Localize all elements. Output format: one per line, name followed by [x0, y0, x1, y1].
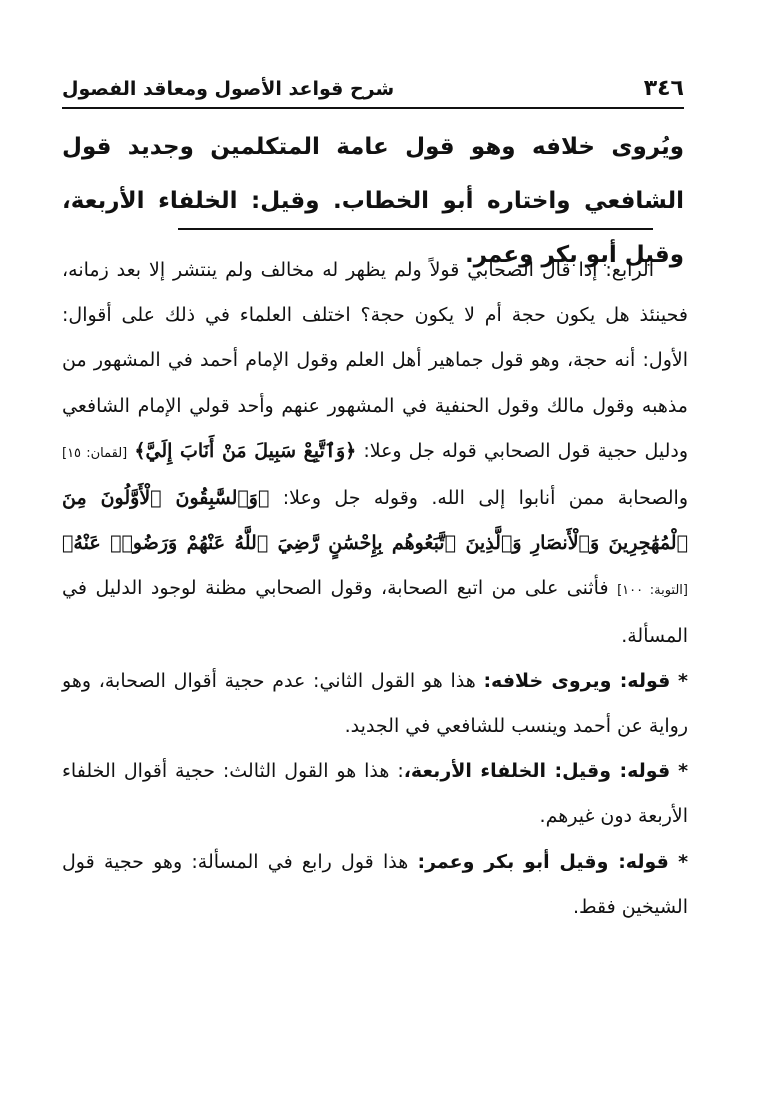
commentary: [62, 248, 688, 930]
page-header: [62, 74, 684, 104]
note-quote: قوله: ويروى خلافه:: [483, 669, 671, 692]
quran-verse: ﴿وَٱتَّبِعْ سَبِيلَ مَنْ أَنَابَ إِلَيَّ﴾: [134, 439, 357, 462]
star-icon: *: [678, 669, 688, 692]
commentary-text: والصحابة ممن أنابوا إلى الله. وقوله جل وعلا:: [282, 487, 689, 510]
page-number: ٣٤٦: [643, 76, 684, 101]
note-paragraph: [62, 659, 688, 749]
section-divider: [178, 228, 653, 230]
note-text: هذا قول رابع في المسألة: وهو حجية قول الشيخين فقط.: [62, 850, 688, 918]
quran-verse: ﴿وَٱلسَّٰبِقُونَ ٱلْأَوَّلُونَ مِنَ ٱلْمُهَٰجِرِينَ وَٱلْأَنصَارِ وَٱلَّذِينَ ٱتَّبَعُوهُم بِإِحْسَٰنٍ رَّضِيَ ٱللَّهُ عَنْهُمْ وَرَضُوا۟ عَنْهُ﴾: [62, 487, 688, 555]
commentary-text: الرابع: إذا قال الصحابي قولاً ولم يظهر له مخالف ولم ينتشر إلا بعد زمانه، فحينئذ هل يكون حجة أم لا يكون حجة؟ اختلف العلماء في ذلك على أقوال: الأول: أنه حجة، وهو قول جماهير أهل العلم وقول الإمام أحمد في المشهور من مذهبه وقول مالك وقول الحنفية في المشهور عنهم وأحد قولي الإمام الشافعي ودليل حجية قول الصحابي قوله جل وعلا:: [62, 259, 689, 462]
star-icon: *: [678, 760, 688, 783]
header-divider: [62, 107, 684, 109]
commentary-paragraph: [62, 248, 688, 659]
note-text: : هذا هو القول الثالث: حجية أقوال الخلفاء الأربعة دون غيرهم.: [62, 760, 688, 828]
main-text: ويُروى خلافه وهو قول عامة المتكلمين وجديد قول الشافعي واختاره أبو الخطاب. وقيل: الخلفاء الأربعة، وقيل أبو بكر وعمر.: [62, 134, 684, 268]
note-paragraph: [62, 749, 688, 839]
commentary-text: فأثنى على من اتبع الصحابة، وقول الصحابي مظنة لوجود الدليل في المسألة.: [62, 577, 688, 647]
verse-reference: [لقمان: ١٥]: [62, 445, 128, 461]
note-quote: قوله: وقيل أبو بكر وعمر:: [417, 850, 669, 873]
note-text: هذا هو القول الثاني: عدم حجية أقوال الصحابة، وهو رواية عن أحمد وينسب للشافعي في الجديد.: [62, 669, 688, 738]
verse-reference: [التوبة: ١٠٠]: [617, 583, 688, 599]
book-title: شرح قواعد الأصول ومعاقد الفصول: [62, 78, 395, 100]
note-paragraph: [62, 840, 688, 930]
star-icon: *: [678, 850, 689, 873]
note-quote: قوله: وقيل: الخلفاء الأربعة،: [403, 760, 671, 783]
